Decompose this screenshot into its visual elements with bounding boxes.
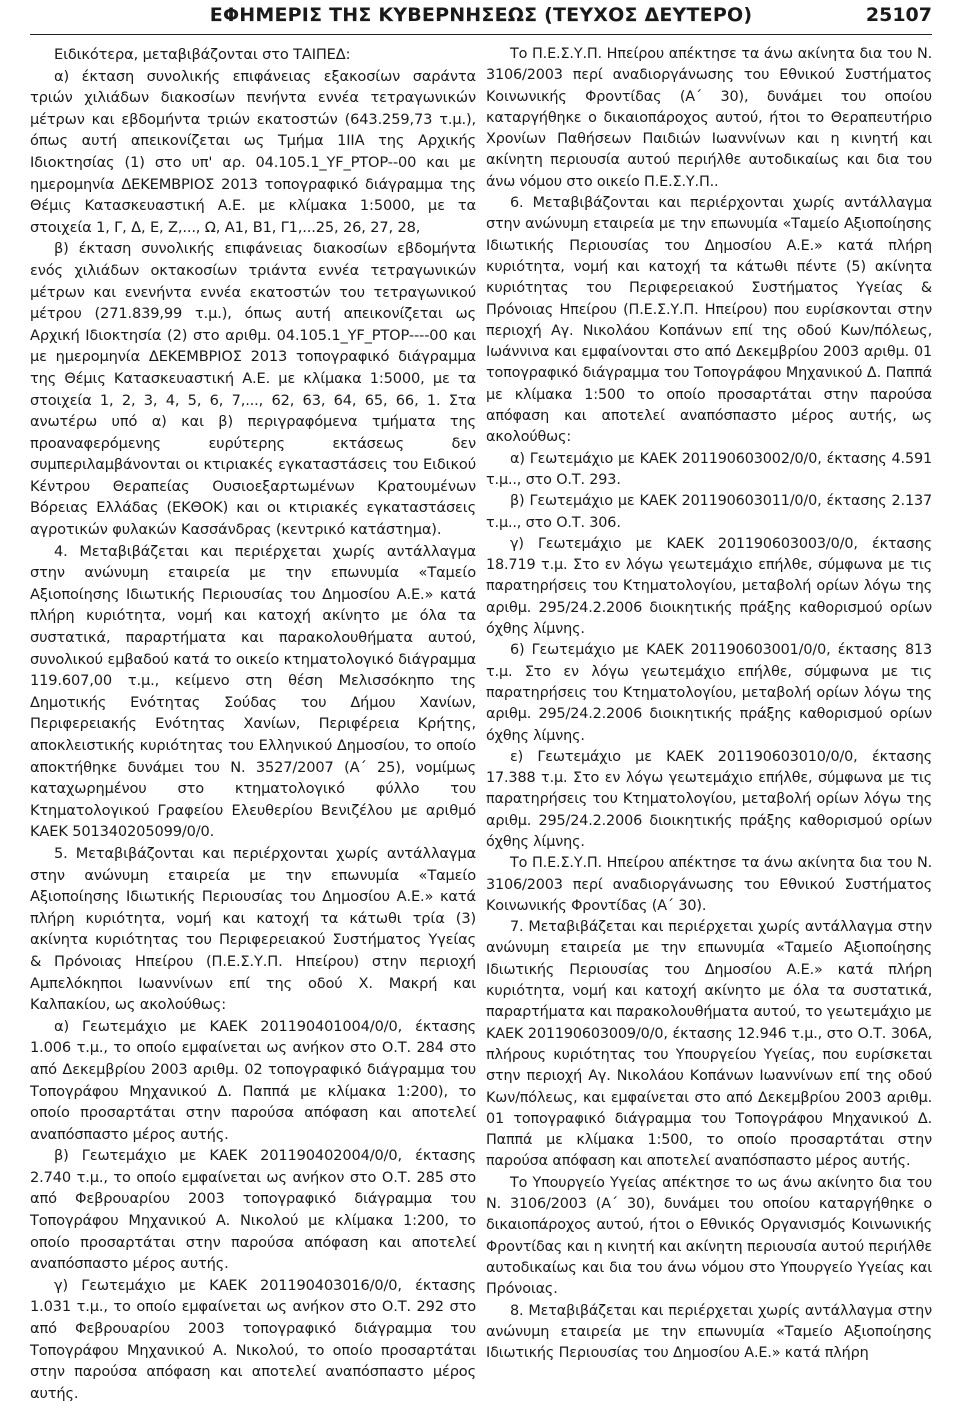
gazette-title: ΕΦΗΜΕΡΙΣ ΤΗΣ ΚΥΒΕΡΝΗΣΕΩΣ (ΤΕΥΧΟΣ ΔΕΥΤΕΡΟ) (209, 4, 753, 26)
right-paragraph: β) Γεωτεμάχιο με ΚΑΕΚ 201190603011/0/0, έκτασης 2.137 τ.μ.., στο Ο.Τ. 306. (486, 493, 932, 531)
right-paragraph: Το Υπουργείο Υγείας απέκτησε το ως άνω ακίνητο δια του Ν. 3106/2003 (Α΄ 30), δυνάμει του οποίου καταργήθηκε ο δικαιοπάροχος αυτού, ήτοι ο Εθνικός Οργανισμός Κοινωνικής Φροντίδας και η κινητή και ακίνητη περιουσία αυτού περιήλθε αυτοδικαίως και δια του άνω νόμου στο Υπουργείο Υγείας και Πρόνοιας. (486, 1174, 932, 1298)
left-column (30, 44, 476, 1404)
left-paragraph: Ειδικότερα, μεταβιβάζονται στο ΤΑΙΠΕΔ: (54, 46, 351, 63)
right-paragraph: 7. Μεταβιβάζεται και περιέρχεται χωρίς αντάλλαγμα στην ανώνυμη εταιρεία με την επωνυμία «Ταμείο Αξιοποίησης Ιδιωτικής Περιουσίας του Δημοσίου Α.Ε.» κατά πλήρη κυριότητα, νομή και κατοχή ακίνητο με όλα τα συστατικά, παραρτήματα και παρακολουθήματα αυτού, το γεωτεμάχιο με ΚΑΕΚ 201190603009/0/0, έκτασης 12.946 τ.μ., στο Ο.Τ. 306Α, πλήρους κυριότητας του Υπουργείου Υγείας, που ευρίσκεται στην περιοχή Αγ. Νικολάου Κοπάνων Ιωαννίνων επί της οδού Κων/πόλεως, και εμφαίνεται στο από Δεκεμβρίου 2003 αριθμ. 01 τοπογραφικό διάγραμμα του Τοπογράφου Μηχανικού Δ. Παππά με κλίμακα 1:500, το οποίο προσαρτάται στην παρούσα απόφαση και αποτελεί αναπόσπαστο μέρος αυτής. (486, 919, 932, 1170)
left-paragraph: β) Γεωτεμάχιο με ΚΑΕΚ 201190402004/0/0, έκτασης 2.740 τ.μ., το οποίο εμφαίνεται ως ανήκον στο Ο.Τ. 285 στο από Φεβρουαρίου 2003 τοπογραφικό διάγραμμα του Τοπογράφου Μηχανικού Α. Νικολού με κλίμακα 1:200, το οποίο προσαρτάται στην παρούσα απόφαση και αποτελεί αναπόσπαστο μέρος αυτής. (30, 1147, 476, 1273)
right-paragraph: α) Γεωτεμάχιο με ΚΑΕΚ 201190603002/0/0, έκτασης 4.591 τ.μ.., στο Ο.Τ. 293. (486, 450, 932, 488)
right-paragraph: γ) Γεωτεμάχιο με ΚΑΕΚ 201190603003/0/0, έκτασης 18.719 τ.μ. Στο εν λόγω γεωτεμάχιο επήλθε, σύμφωνα με τις παρατηρήσεις του Κτηματολογίου, μεταβολή ορίων λόγω της αριθμ. 295/24.2.2006 διοικητικής πράξης καθορισμού ορίων όχθης λίμνης. (486, 535, 932, 638)
right-paragraph: 8. Μεταβιβάζεται και περιέρχεται χωρίς αντάλλαγμα στην ανώνυμη εταιρεία με την επωνυμία «Ταμείο Αξιοποίησης Ιδιωτικής Περιουσίας του Δημοσίου Α.Ε.» κατά πλήρη (486, 1302, 932, 1362)
right-paragraph: 6. Μεταβιβάζονται και περιέρχονται χωρίς αντάλλαγμα στην ανώνυμη εταιρεία με την επωνυμία «Ταμείο Αξιοποίησης Ιδιωτικής Περιουσίας του Δημοσίου Α.Ε.» κατά πλήρη κυριότητα, νομή και κατοχή τα κάτωθι πέντε (5) ακίνητα κυριότητας του Περιφερειακού Συστήματος Υγείας & Πρόνοιας Ηπείρου (Π.Ε.Σ.Υ.Π. Ηπείρου) που ευρίσκονται στην περιοχή Αγ. Νικολάου Κοπάνων επί της οδού Κων/πόλεως, Ιωάννινα και εμφαίνονται στο από Δεκεμβρίου 2003 αριθμ. 01 τοπογραφικό διάγραμμα του Τοπογράφου Μηχανικού Δ. Παππά με κλίμακα 1:500 το οποίο προσαρτάται στην παρούσα απόφαση και αποτελεί αναπόσπαστο μέρος αυτής, ως ακολούθως: (486, 195, 932, 446)
right-paragraph: ε) Γεωτεμάχιο με ΚΑΕΚ 201190603010/0/0, έκτασης 17.388 τ.μ. Στο εν λόγω γεωτεμάχιο επήλθε, σύμφωνα με τις παρατηρήσεις του Κτηματολογίου, μεταβολή ορίων λόγω της αριθμ. 295/24.2.2006 διοικητικής πράξης καθορισμού ορίων όχθης λίμνης. (486, 748, 932, 850)
left-paragraph: γ) Γεωτεμάχιο με ΚΑΕΚ 201190403016/0/0, έκτασης 1.031 τ.μ., το οποίο εμφαίνεται ως ανήκον στο Ο.Τ. 292 στο από Φεβρουαρίου 2003 τοπογραφικό διάγραμμα του Τοπογράφου Μηχανικού Α. Νικολού, το οποίο προσαρτάται στην παρούσα απόφαση και αποτελεί αναπόσπαστο μέρος αυτής. (30, 1276, 476, 1402)
right-column (486, 44, 932, 1364)
left-paragraph: 4. Μεταβιβάζεται και περιέρχεται χωρίς αντάλλαγμα στην ανώνυμη εταιρεία με την επωνυμία «Ταμείο Αξιοποίησης Ιδιωτικής Περιουσίας του Δημοσίου Α.Ε.» κατά πλήρη κυριότητα, νομή και κατοχή ακίνητο με όλα τα συστατικά, παραρτήματα και παρακολουθήματα αυτού, συνολικού εμβαδού κατά το οικείο κτηματολογικό διάγραμμα 119.607,00 τ.μ., κείμενο στη θέση Μελισσόκηπο της Δημοτικής Ενότητας Σούδας του Δήμου Χανίων, Περιφερειακής Ενότητας Χανίων, Περιφέρεια Κρήτης, αποκλειστικής κυριότητας του Ελληνικού Δημοσίου, το οποίο αποκτήθηκε δυνάμει του Ν. 3527/2007 (Α΄ 25), νομίμως καταχωρημένου στο κτηματολογικό φύλλο του Κτηματολογικού Γραφείου Ελευθερίου Βενιζέλου με αριθμό ΚΑΕΚ 501340205099/0/0. (30, 542, 476, 841)
right-paragraph: Το Π.Ε.Σ.Υ.Π. Ηπείρου απέκτησε τα άνω ακίνητα δια του Ν. 3106/2003 περί αναδιοργάνωσης του Εθνικού Συστήματος Κοινωνικής Φροντίδας (Α΄ 30), δυνάμει του οποίου καταργήθηκε ο δικαιοπάροχος αυτού, ήτοι το Θεραπευτήριο Χρονίων Παθήσεων Παιδιών Ιωαννίνων και η κινητή και ακίνητη περιουσία αυτού περιήλθε αυτοδικαίως και δια του άνω νόμου στο οικείο Π.Ε.Σ.Υ.Π.. (486, 46, 932, 190)
right-paragraph: Το Π.Ε.Σ.Υ.Π. Ηπείρου απέκτησε τα άνω ακίνητα δια του Ν. 3106/2003 περί αναδιοργάνωσης του Εθνικού Συστήματος Κοινωνικής Φροντίδας (Α΄ 30). (486, 855, 932, 914)
page-header (30, 0, 932, 35)
left-paragraph: β) έκταση συνολικής επιφάνειας διακοσίων εβδομήντα ενός χιλιάδων οκτακοσίων τριάντα εννέα τετραγωνικών μέτρων και ενενήντα εννέα εκατοστών του τετραγωνικού μέτρου (271.839,99 τ.μ.), όπως αυτή απεικονίζεται ως Αρχική Ιδιοκτησία (2) στο αριθμ. 04.105.1_YF_PTOP----00 και με ημερομηνία ΔΕΚΕΜΒΡΙΟΣ 2013 τοπογραφικό διάγραμμα της Θέμις Κατασκευαστική Α.Ε. με κλίμακα 1:5000, με τα στοιχεία 1, 2, 3, 4, 5, 6, 7,..., 62, 63, 64, 65, 66, 1. Στα ανωτέρω υπό α) και β) περιγραφόμενα τμήματα της προαναφερόμενης ευρύτερης εκτάσεως δεν συμπεριλαμβάνονται οι κτιριακές εγκαταστάσεις του Ειδικού Κέντρου Θεραπείας Ουσιοεξαρτωμένων Κρατουμένων Βόρειας Ελλάδας (ΕΚΘΟΚ) και οι κτιριακές εγκαταστάσεις αγροτικών φυλακών Κασσάνδρας (κεντρικό κατάστημα). (30, 240, 476, 539)
page-number: 25107 (865, 4, 932, 26)
left-paragraph: α) έκταση συνολικής επιφάνειας εξακοσίων σαράντα τριών χιλιάδων διακοσίων πενήντα εννέα τετραγωνικών μέτρων και εβδομήντα τριών εκατοστών (643.259,73 τ.μ.), όπως αυτή απεικονίζεται ως Τμήμα 1ΙΙΑ της Αρχικής Ιδιοκτησίας (1) στο υπ' αρ. 04.105.1_YF_PTOP--00 και με ημερομηνία ΔΕΚΕΜΒΡΙΟΣ 2013 τοπογραφικό διάγραμμα της Θέμις Κατασκευαστική Α.Ε. με κλίμακα 1:5000, με τα στοιχεία 1, Γ, Δ, Ε, Ζ,..., Ω, Α1, Β1, Γ1,...25, 26, 27, 28, (30, 67, 476, 236)
left-paragraph: 5. Μεταβιβάζονται και περιέρχονται χωρίς αντάλλαγμα στην ανώνυμη εταιρεία με την επωνυμία «Ταμείο Αξιοποίησης Ιδιωτικής Περιουσίας του Δημοσίου Α.Ε.» κατά πλήρη κυριότητα, νομή και κατοχή τα κάτωθι τρία (3) ακίνητα κυριότητας του Περιφερειακού Συστήματος Υγείας & Πρόνοιας Ηπείρου (Π.Ε.Σ.Υ.Π. Ηπείρου) στην περιοχή Αμπελόκηποι Ιωαννίνων επί της οδού Χ. Μακρή και Καλπακίου, ως ακολούθως: (30, 844, 476, 1014)
left-paragraph: α) Γεωτεμάχιο με ΚΑΕΚ 201190401004/0/0, έκτασης 1.006 τ.μ., το οποίο εμφαίνεται ως ανήκον στο Ο.Τ. 284 στο από Δεκεμβρίου 2003 αριθμ. 02 τοπογραφικό διάγραμμα του Τοπογράφου Μηχανικού Δ. Παππά με κλίμακα 1:200), το οποίο προσαρτάται στην παρούσα απόφαση και αποτελεί αναπόσπαστο μέρος αυτής. (30, 1017, 476, 1143)
right-paragraph: 6) Γεωτεμάχιο με ΚΑΕΚ 201190603001/0/0, έκτασης 813 τ.μ. Στο εν λόγω γεωτεμάχιο επήλθε, σύμφωνα με τις παρατηρήσεις του Κτηματολογίου, μεταβολή ορίων λόγω της αριθμ. 295/24.2.2006 διοικητικής πράξης καθορισμού ορίων όχθης λίμνης. (486, 642, 932, 744)
